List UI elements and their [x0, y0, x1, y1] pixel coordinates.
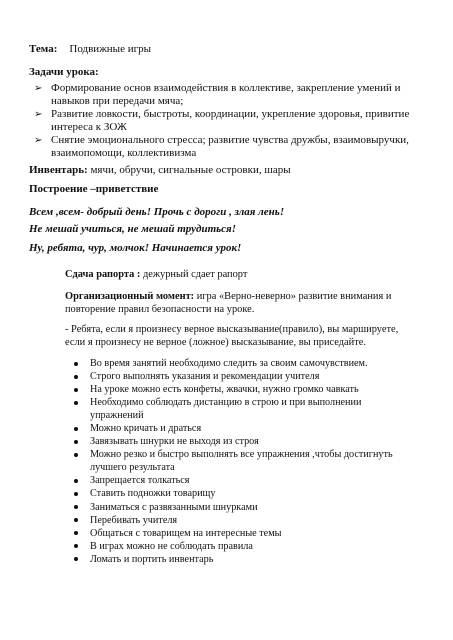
rules-list	[66, 357, 411, 566]
instruction-line-2: если я произнесу не верное (ложное) высказывание, вы приседайте.	[65, 337, 366, 348]
task-line-1: Снятие эмоционального стресса; развитие чувства дружбы, взаимовыручки,	[51, 134, 409, 146]
org-moment-text: игра «Верно-неверно» развитие внимания и	[194, 291, 392, 302]
list-item: Ломать и портить инвентарь	[66, 553, 411, 566]
report-line	[65, 268, 410, 281]
list-item: Можно кричать и драться	[66, 422, 411, 435]
org-moment-text-line-2: повторение правил безопасности на уроке.	[65, 304, 255, 315]
task-item	[34, 134, 426, 160]
bullet-icon	[74, 479, 78, 483]
org-moment-paragraph	[65, 290, 410, 316]
topic-label: Тема:	[29, 43, 58, 55]
list-item: На уроке можно есть конфеты, жвачки, нужно громко чавкать	[66, 383, 411, 396]
topic-line	[29, 43, 151, 56]
arrow-bullet-icon: ➢	[34, 135, 43, 146]
inventory-label: Инвентарь:	[29, 164, 88, 176]
task-item	[34, 82, 426, 108]
report-label: Сдача рапорта :	[65, 269, 141, 280]
bullet-icon	[74, 427, 78, 431]
bullet-icon	[74, 531, 78, 535]
task-line-1: Развитие ловкости, быстроты, координации, укрепление здоровья, привитие	[51, 108, 410, 120]
greeting-line: Всем ,всем- добрый день! Прочь с дороги , злая лень!	[29, 206, 285, 218]
greeting-line: Ну, ребята, чур, молчок! Начинается урок!	[29, 242, 242, 254]
org-moment-label: Организационный момент:	[65, 291, 195, 302]
bullet-icon	[74, 518, 78, 522]
list-item: Запрещается толкаться	[66, 474, 411, 487]
bullet-icon	[74, 375, 78, 379]
task-item	[34, 108, 426, 134]
tasks-heading: Задачи урока:	[29, 66, 99, 78]
list-item: Необходимо соблюдать дистанцию в строю и при выполнении упражнений	[66, 396, 411, 422]
task-line-1: Формирование основ взаимодействия в коллективе, закрепление умений и	[51, 82, 401, 94]
bullet-icon	[74, 362, 78, 366]
task-line-2: навыков при передачи мяча;	[51, 95, 184, 107]
inventory-line	[29, 164, 291, 177]
list-item: Ставить подножки товарищу	[66, 487, 411, 500]
bullet-icon	[74, 388, 78, 392]
arrow-bullet-icon: ➢	[34, 83, 43, 94]
bullet-icon	[74, 505, 78, 509]
list-item: Общаться с товарищем на интересные темы	[66, 527, 411, 540]
instruction-paragraph	[65, 323, 410, 349]
report-value: дежурный сдает рапорт	[140, 269, 248, 280]
formation-heading: Построение –приветствие	[29, 183, 159, 195]
list-item: Завязывать шнурки не выходя из строя	[66, 435, 411, 448]
bullet-icon	[74, 492, 78, 496]
task-line-2: взаимопомощи, коллективизма	[51, 147, 197, 159]
bullet-icon	[74, 544, 78, 548]
list-item: Перебивать учителя	[66, 514, 411, 527]
instruction-line-1: - Ребята, если я произнесу верное высказывание(правило), вы маршируете,	[65, 324, 399, 335]
bullet-icon	[74, 453, 78, 457]
bullet-icon	[74, 401, 78, 405]
list-item: Заниматься с развязанными шнурками	[66, 501, 411, 514]
greeting-line: Не мешай учиться, не мешай трудиться!	[29, 223, 236, 235]
inventory-value: мячи, обручи, сигнальные островки, шары	[87, 164, 291, 176]
list-item: В играх можно не соблюдать правила	[66, 540, 411, 553]
list-item: Можно резко и быстро выполнять все упражнения ,чтобы достигнуть лучшего результата	[66, 448, 411, 474]
bullet-icon	[74, 557, 78, 561]
list-item: Строго выполнять указания и рекомендации учителя	[66, 370, 411, 383]
topic-value: Подвижные игры	[69, 43, 151, 55]
arrow-bullet-icon: ➢	[34, 109, 43, 120]
task-line-2: интереса к ЗОЖ	[51, 121, 127, 133]
list-item: Во время занятий необходимо следить за своим самочувствием.	[66, 357, 411, 370]
bullet-icon	[74, 440, 78, 444]
